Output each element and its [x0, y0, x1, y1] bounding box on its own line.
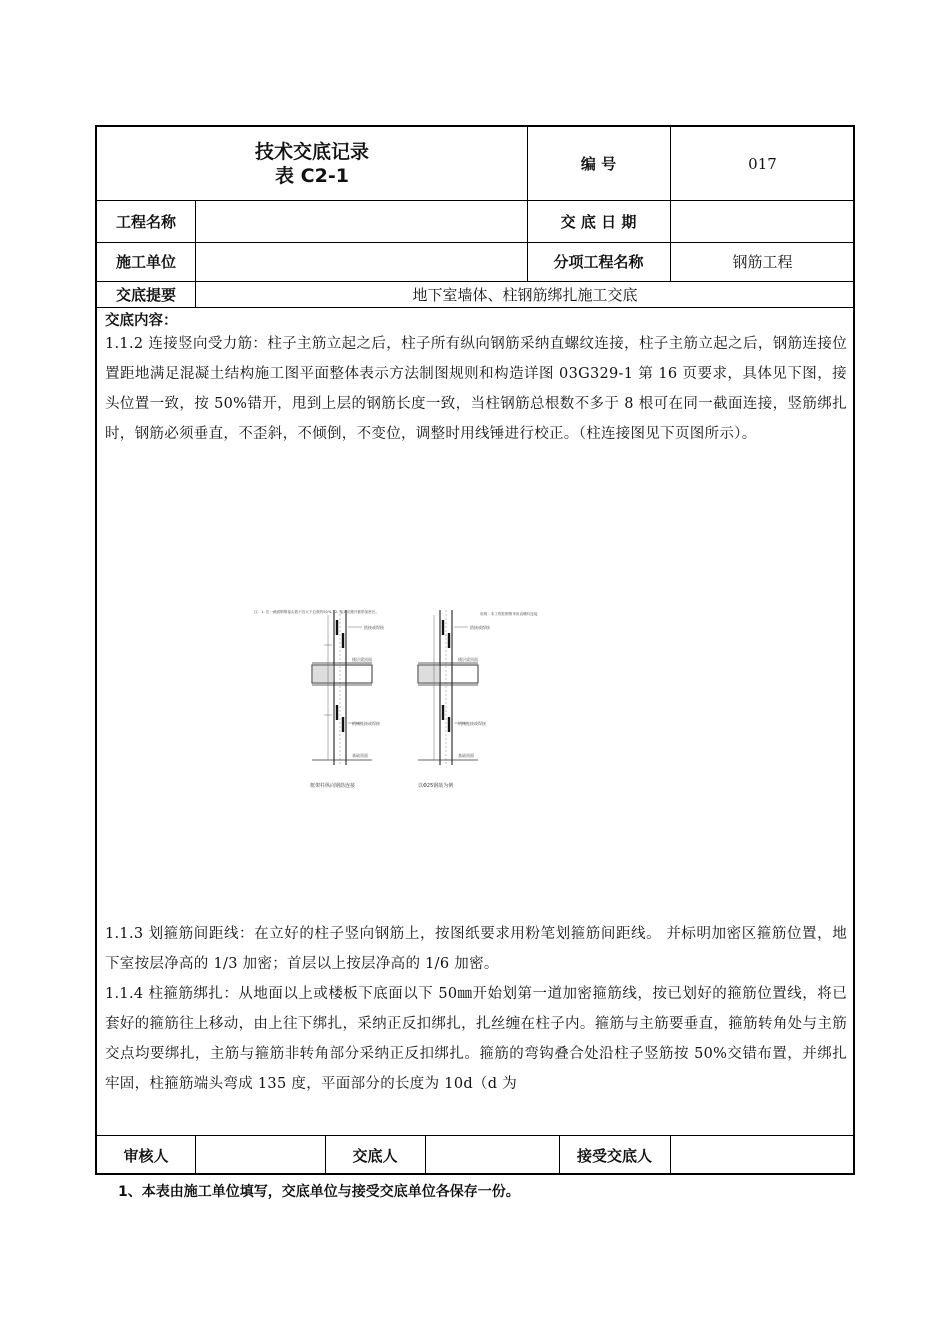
- content-paragraph: 1.1.2 连接竖向受力筋：柱子主筋立起之后，柱子所有纵向钢筋采纳直螺纹连接，柱子主筋立起之后，钢筋连接位置距地满足混凝土结构施工图平面整体表示方法制图规则和构造详图 03G329-1 第 16 页要求，具体见下图，接头位置一致，按 50%错开，甩到上层的钢筋长度一致，当柱钢筋总根数不多于 8 根可在同一截面连接，竖筋绑扎时，钢筋必须垂直，不歪斜，不倾倒，不变位，调整时用线锤进行校正。（柱连接图见下页图所示）。: [105, 336, 847, 442]
- right-mid-label: 机械连接或焊接: [458, 721, 486, 726]
- left-column-detail: [254, 609, 384, 789]
- right-caption: 以Φ25钢筋为例: [418, 783, 454, 789]
- right-thread-label: 搭接或焊接: [470, 625, 490, 630]
- row-divider: [97, 307, 853, 308]
- content-paragraph: 1.1.4 柱箍筋绑扎：从地面以上或楼板下底面以下 50㎜开始划第一道加密箍筋线，按已划好的箍筋位置线，将已套好的箍筋往上移动，由上往下绑扎，采纳正反扣绑扎，扎丝缠在柱子内。箍筋与主筋要垂直，箍筋转角处与主筋交点均要绑扎，主筋与箍筋非转角部分采纳正反扣绑扎。箍筋的弯钩叠合处沿柱子竖筋按 50%交错布置，并绑扎牢固，柱箍筋端头弯成 135 度，平面部分的长度为 10d（d 为: [105, 986, 847, 1092]
- summary-value[interactable]: 地下室墙体、柱钢筋绑扎施工交底: [412, 285, 638, 304]
- right-floor-label: 基础顶面: [458, 753, 474, 758]
- receiver-value[interactable]: [670, 1135, 855, 1175]
- form-title: [97, 127, 527, 200]
- project-name-label: 工程名称: [115, 212, 176, 231]
- number-value[interactable]: 017: [748, 154, 777, 173]
- left-caption: 框架柱纵向钢筋连接: [310, 783, 356, 789]
- contractor-value[interactable]: [195, 242, 527, 281]
- content-block-2: [105, 919, 847, 1099]
- content-block-1: [105, 329, 847, 449]
- left-note: 注：1. 在一截面钢筋接头数不宜大于总数的50%。2. 接头应避开箍筋加密区。: [254, 610, 379, 614]
- reviewer-value[interactable]: [195, 1135, 325, 1175]
- right-column-detail: [418, 610, 538, 789]
- form-footnote: 1、本表由施工单位填写，交底单位与接受交底单位各保存一份。: [118, 1184, 520, 1200]
- date-value[interactable]: [670, 200, 855, 242]
- form-title-line2: 表 C2-1: [275, 164, 349, 187]
- receiver-label: 接受交底人: [576, 1146, 652, 1165]
- right-note: 说明：本工程柱钢筋采用直螺纹连接: [480, 612, 538, 616]
- date-label: 交 底 日 期: [560, 212, 637, 231]
- reviewer-label: 审核人: [123, 1146, 169, 1165]
- presenter-value[interactable]: [425, 1135, 559, 1175]
- left-thread-label: 搭接或焊接: [364, 625, 384, 630]
- column-connection-diagram: [252, 605, 582, 795]
- contractor-label: 施工单位: [115, 253, 176, 271]
- sub-project-label: 分项工程名称: [553, 253, 644, 271]
- left-floor-label: 基础顶面: [352, 753, 368, 758]
- number-label: 编 号: [580, 155, 617, 173]
- form-title-line1: 技术交底记录: [254, 140, 369, 163]
- left-mid-label: 机械连接或焊接: [352, 721, 380, 726]
- right-slab-label: 楼层梁顶面: [458, 657, 478, 662]
- summary-label: 交底提要: [115, 285, 176, 304]
- left-slab-label: 楼层梁顶面: [352, 657, 372, 662]
- content-paragraph: 1.1.3 划箍筋间距线：在立好的柱子竖向钢筋上，按图纸要求用粉笔划箍筋间距线。 并标明加密区箍筋位置，地下室按层净高的 1/3 加密；首层以上按层净高的 1/6 加密。: [105, 926, 847, 972]
- sub-project-value[interactable]: 钢筋工程: [732, 253, 793, 271]
- project-name-value[interactable]: [195, 200, 527, 242]
- content-heading: 交底内容：: [105, 313, 178, 329]
- tech-disclosure-form: [95, 125, 855, 1175]
- presenter-label: 交底人: [352, 1146, 398, 1165]
